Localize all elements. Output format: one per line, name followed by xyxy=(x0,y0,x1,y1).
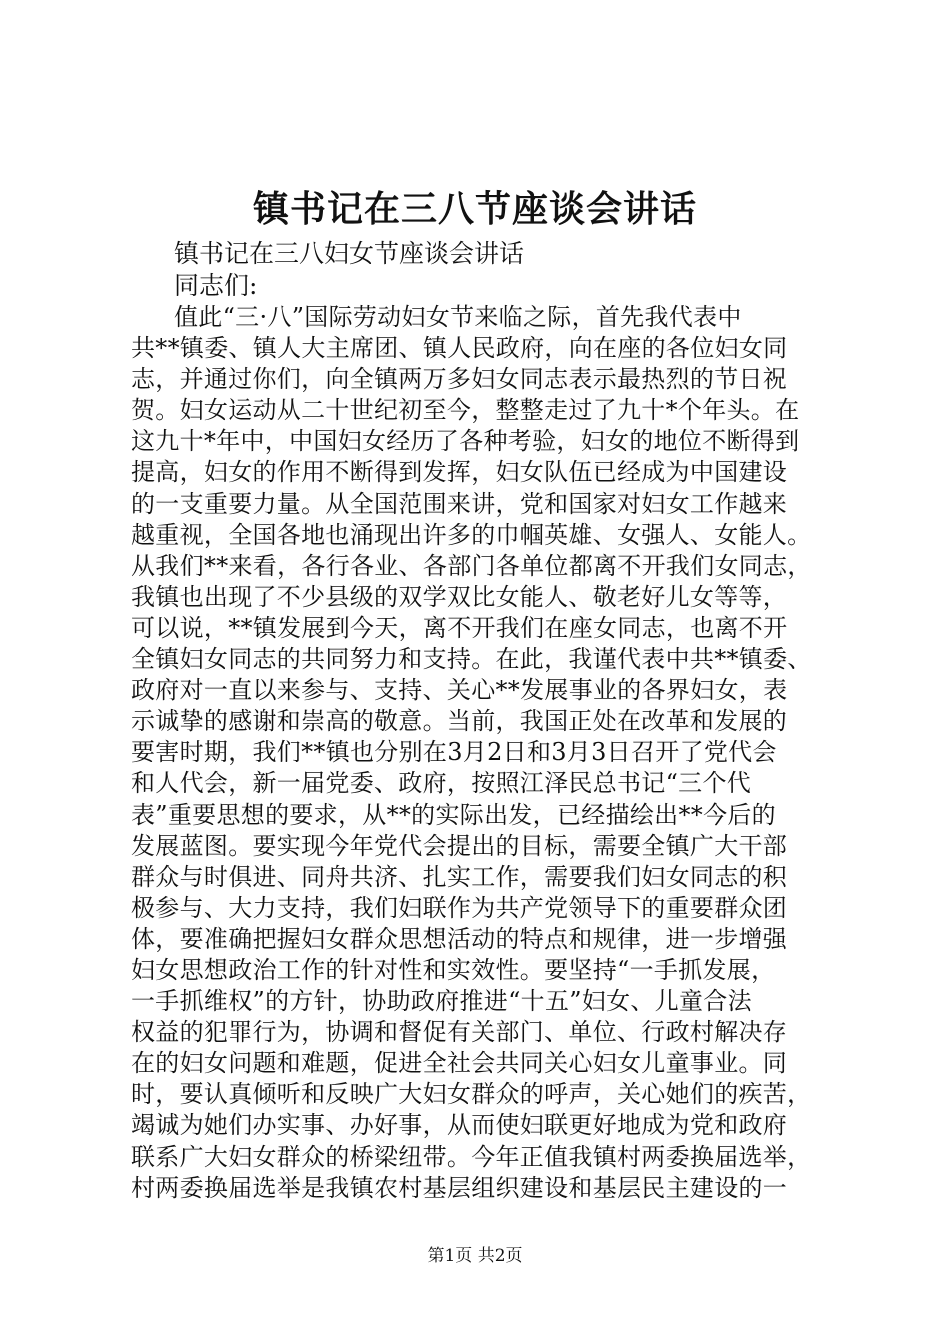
paragraph-line: 要害时期，我们**镇也分别在3月2日和3月3日召开了党代会 xyxy=(131,738,777,767)
paragraph-line: 我镇也出现了不少县级的双学双比女能人、敬老好儿女等等， xyxy=(131,582,788,611)
paragraph-line: 共**镇委、镇人大主席团、镇人民政府，向在座的各位妇女同 xyxy=(131,334,788,363)
paragraph-line: 群众与时俱进、同舟共济、扎实工作，需要我们妇女同志的积 xyxy=(131,862,788,891)
paragraph-line: 的一支重要力量。从全国范围来讲，党和国家对妇女工作越来 xyxy=(131,489,788,518)
paragraph-line: 权益的犯罪行为，协调和督促有关部门、单位、行政村解决存 xyxy=(131,1018,788,1047)
paragraph-line: 村两委换届选举是我镇农村基层组织建设和基层民主建设的一 xyxy=(131,1173,788,1202)
paragraph-line: 可以说，**镇发展到今天，离不开我们在座女同志，也离不开 xyxy=(131,613,788,642)
document-subtitle: 镇书记在三八妇女节座谈会讲话 xyxy=(174,239,525,268)
paragraph-line: 全镇妇女同志的共同努力和支持。在此，我谨代表中共**镇委、 xyxy=(131,645,812,674)
paragraph-line: 妇女思想政治工作的针对性和实效性。要坚持“一手抓发展， xyxy=(131,955,776,984)
paragraph-line: 政府对一直以来参与、支持、关心**发展事业的各界妇女，表 xyxy=(131,676,788,705)
paragraph-line: 时，要认真倾听和反映广大妇女群众的呼声，关心她们的疾苦， xyxy=(131,1080,812,1109)
paragraph-line: 志，并通过你们，向全镇两万多妇女同志表示最热烈的节日祝 xyxy=(131,365,788,394)
paragraph-line: 极参与、大力支持，我们妇联作为共产党领导下的重要群众团 xyxy=(131,893,788,922)
paragraph-line: 一手抓维权”的方针，协助政府推进“十五”妇女、儿童合法 xyxy=(131,987,752,1016)
document-title: 镇书记在三八节座谈会讲话 xyxy=(252,188,697,230)
paragraph-line: 值此“三·八”国际劳动妇女节来临之际，首先我代表中 xyxy=(174,303,742,331)
paragraph-line: 从我们**来看，各行各业、各部门各单位都离不开我们女同志， xyxy=(131,551,812,580)
paragraph-line: 发展蓝图。要实现今年党代会提出的目标，需要全镇广大干部 xyxy=(131,831,788,860)
salutation: 同志们: xyxy=(174,271,258,300)
paragraph-line: 体，要准确把握妇女群众思想活动的特点和规律，进一步增强 xyxy=(131,924,788,953)
paragraph-line: 越重视，全国各地也涌现出许多的巾帼英雄、女强人、女能人。 xyxy=(131,520,812,549)
paragraph-line: 贺。妇女运动从二十世纪初至今，整整走过了九十*个年头。在 xyxy=(131,396,800,425)
paragraph-line: 提高，妇女的作用不断得到发挥，妇女队伍已经成为中国建设 xyxy=(131,458,788,487)
paragraph-line: 表”重要思想的要求，从**的实际出发，已经描绘出**今后的 xyxy=(131,800,776,829)
page-footer: 第1页 共2页 xyxy=(427,1246,523,1266)
paragraph-line: 联系广大妇女群众的桥梁纽带。今年正值我镇村两委换届选举， xyxy=(131,1142,812,1171)
body-paragraph xyxy=(131,302,831,1204)
paragraph-line: 这九十*年中，中国妇女经历了各种考验，妇女的地位不断得到 xyxy=(131,427,800,456)
paragraph-line: 和人代会，新一届党委、政府，按照江泽民总书记“三个代 xyxy=(131,769,752,798)
paragraph-line: 示诚挚的感谢和崇高的敬意。当前，我国正处在改革和发展的 xyxy=(131,707,788,736)
paragraph-line: 在的妇女问题和难题，促进全社会共同关心妇女儿童事业。同 xyxy=(131,1049,788,1078)
paragraph-line: 竭诚为她们办实事、办好事，从而使妇联更好地成为党和政府 xyxy=(131,1111,788,1140)
